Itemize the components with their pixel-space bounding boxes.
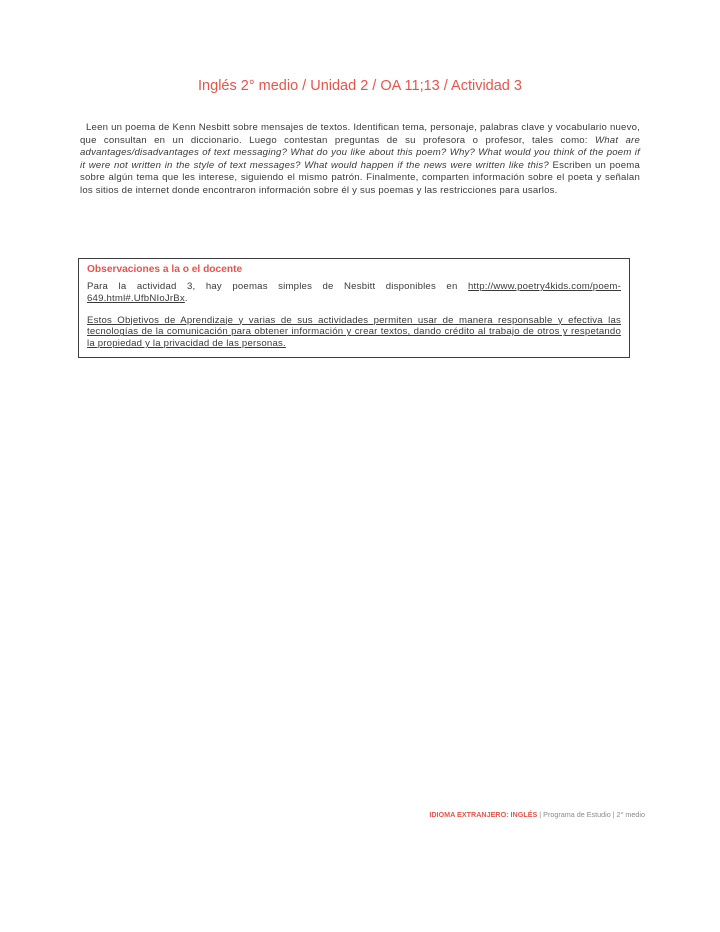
poetry4kids-link[interactable]: http://www.poetry4kids.com/poem-649.html#.UfbNIoJrBx — [87, 281, 621, 304]
activity-description — [80, 122, 640, 198]
footer-subject-label: IDIOMA EXTRANJERO: INGLÉS — [429, 810, 538, 819]
page-footer — [429, 810, 645, 819]
observations-paragraph-resources — [87, 281, 621, 305]
observations-heading: Observaciones a la o el docente — [87, 264, 243, 275]
observations-box — [78, 258, 630, 358]
teacher-questions-italic-text: What are advantages/disadvantages of text messaging? What do you like about this poem? Why? What would you think of the poem if it were not written in the style of text messages? What would happen if the news were written like this? — [80, 134, 640, 171]
text-segment: Escriben un poema sobre algún tema que les interese, siguiendo el mismo patrón. Finalmente, comparten información sobre el poeta y señalan los sitios de internet donde encontraron información sobre él y sus poemas y las restricciones para usarlos. — [80, 159, 640, 196]
observations-paragraph-objectives: Estos Objetivos de Aprendizaje y varias de sus actividades permiten usar de manera responsable y efectiva las tecnologías de la comunicación para obtener información y crear textos, dando crédito al trabajo de otros y respetando la propiedad y la privacidad de las personas. — [87, 314, 621, 350]
page-title: Inglés 2° medio / Unidad 2 / OA 11;13 / Actividad 3 — [198, 78, 522, 94]
text-segment: . — [184, 292, 188, 304]
text-segment: Para la actividad 3, hay poemas simples de Nesbitt disponibles en — [87, 281, 468, 292]
text-segment: Leen un poema de Kenn Nesbitt sobre mensajes de textos. Identifican tema, personaje, palabras clave y vocabulario nuevo, que consultan en un diccionario. Luego contestan preguntas de su profesora o profesor, tales como: — [80, 122, 640, 146]
footer-program-label: | Programa de Estudio | 2° medio — [537, 810, 645, 819]
